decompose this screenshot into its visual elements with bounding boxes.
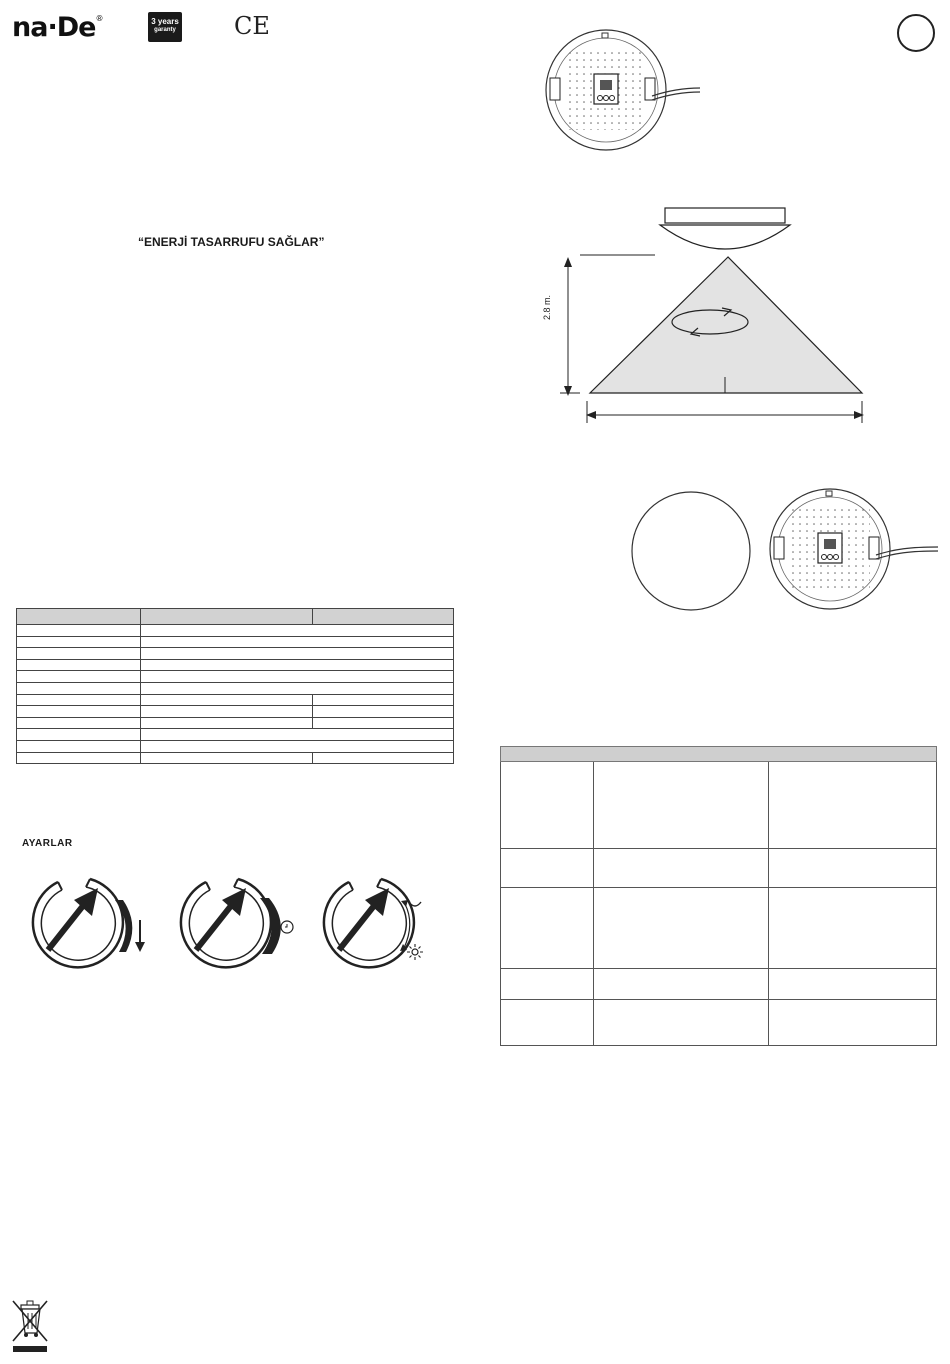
- table-row: [17, 752, 454, 764]
- table-row: [501, 1000, 937, 1046]
- function-table: [500, 746, 937, 1046]
- table-row: [501, 969, 937, 1000]
- sensitivity-knob[interactable]: [22, 870, 152, 970]
- detection-height-label: 2.8 m.: [542, 294, 552, 320]
- table-row: [17, 740, 454, 752]
- sun-icon: [407, 944, 423, 960]
- fixture-cover-view: [630, 490, 752, 612]
- language-circle: [897, 14, 935, 52]
- fixture-open-view-bottom: [770, 487, 940, 612]
- table-row: [17, 706, 454, 718]
- table-row: [17, 625, 454, 637]
- crossed-out-wheelie-bin-icon: [10, 1297, 50, 1357]
- light-level-knob[interactable]: [313, 870, 453, 970]
- detection-zone-diagram: [550, 205, 870, 435]
- fixture-open-view-top: [540, 30, 680, 150]
- registered-mark: ®: [95, 14, 103, 23]
- table-row: [501, 747, 937, 762]
- table-row: [17, 648, 454, 660]
- settings-title: AYARLAR: [22, 838, 73, 849]
- guarantee-badge-line2: garanty: [154, 27, 176, 33]
- spec-table: [16, 608, 454, 764]
- table-row: [17, 694, 454, 706]
- guarantee-badge: [148, 12, 182, 42]
- table-row: [17, 609, 454, 625]
- table-row: [17, 659, 454, 671]
- brand-name: na·De: [12, 12, 96, 43]
- table-row: [17, 682, 454, 694]
- brand-logo: [12, 12, 102, 43]
- ce-mark: CE: [234, 12, 270, 40]
- table-row: [501, 888, 937, 969]
- table-row: [17, 729, 454, 741]
- table-row: [501, 849, 937, 888]
- table-row: [17, 671, 454, 683]
- slogan: “ENERJİ TASARRUFU SAĞLAR”: [138, 235, 325, 249]
- table-row: [17, 636, 454, 648]
- table-row: [501, 762, 937, 849]
- table-row: [17, 717, 454, 729]
- guarantee-badge-line1: 3 years: [151, 17, 179, 26]
- time-delay-knob[interactable]: [170, 870, 300, 970]
